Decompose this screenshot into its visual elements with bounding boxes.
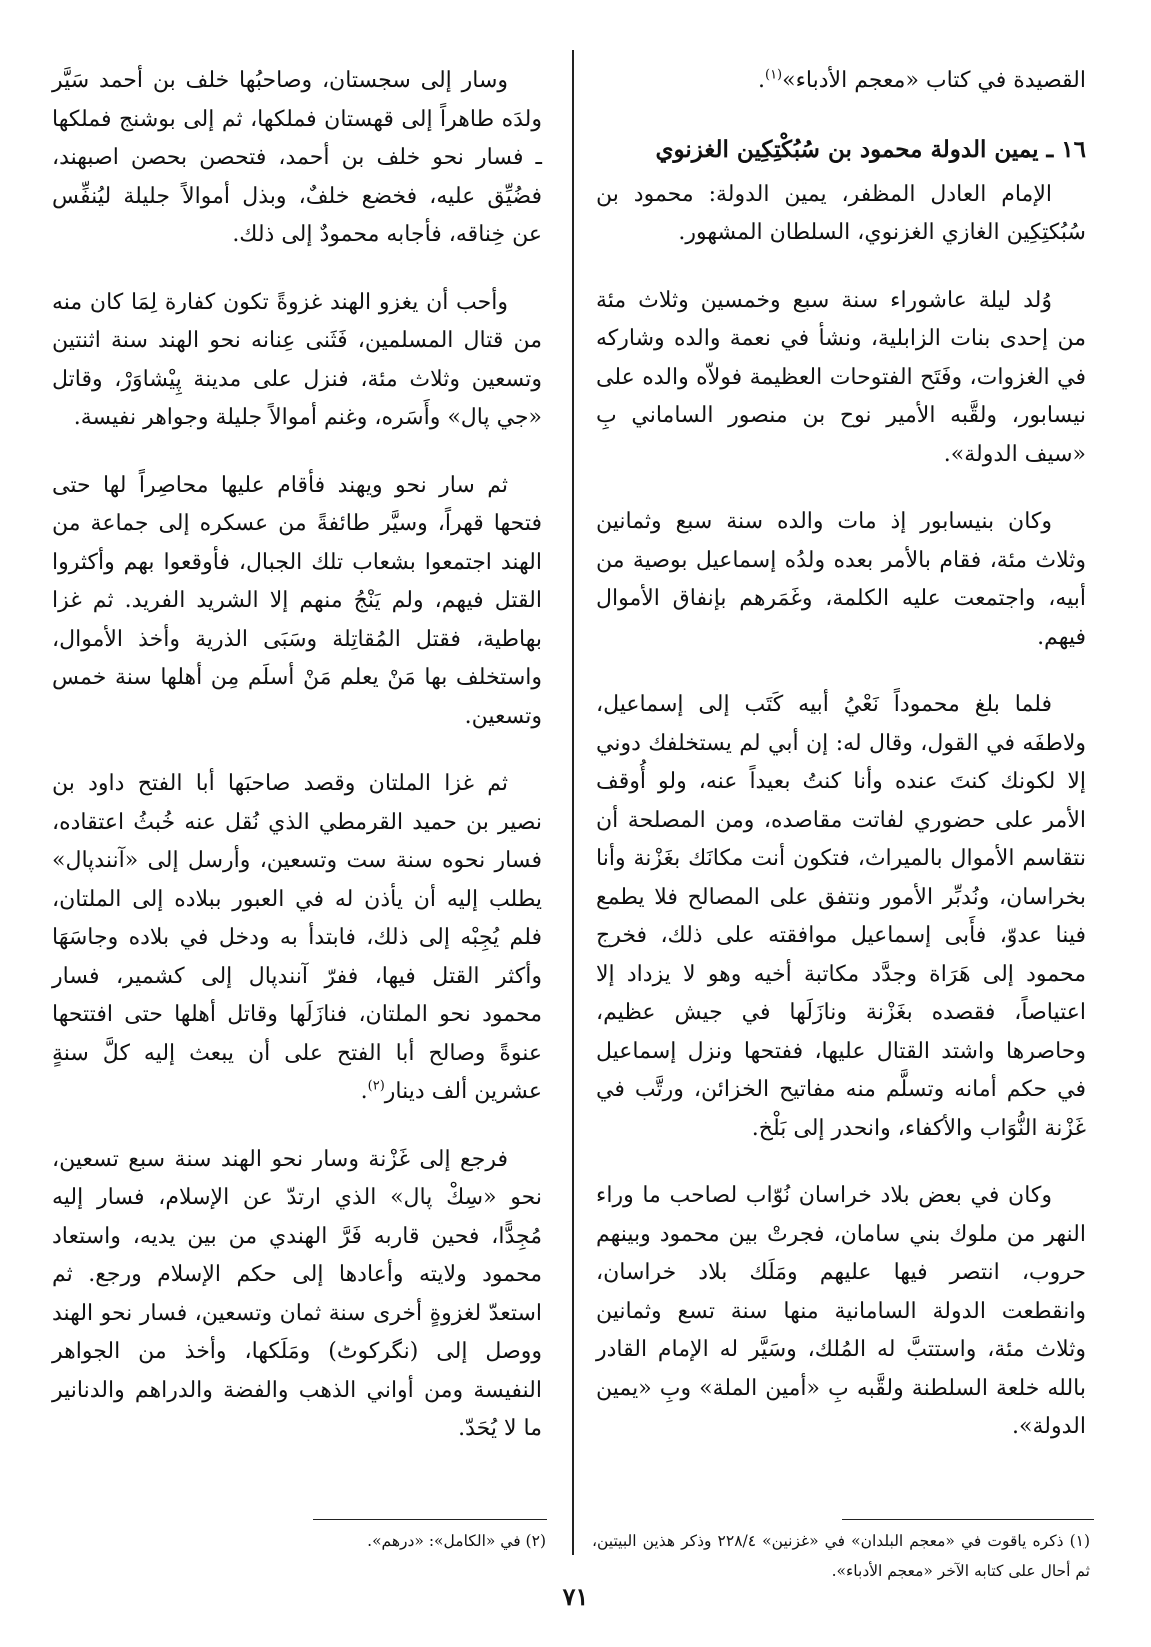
footnote-ref-1: (١) [764, 67, 783, 83]
left-column [52, 62, 542, 1478]
column-divider [572, 50, 574, 1555]
left-paragraph-4-text: ثم غزا الملتان وقصد صاحبَها أبا الفتح داود بن نصير بن حميد القرمطي الذي نُقل عنه خُبثُ اعتقاده، فسار نحوه سنة ست وتسعين، وأرسل إلى «آنندپال» يطلب إليه أن يأذن له في العبور ببلاده إلى الملتان، فلم يُجِبْه إلى ذلك، فابتدأ به ودخل في بلاده وجاسَهَا وأكثر القتل فيها، ففرّ آنندپال إلى كشمير، فسار محمود نحو الملتان، فنازَلَها وقاتل أهلها حتى افتتحها عنوةً وصالح أبا الفتح على أن يبعث إليه كلَّ سنةٍ عشرين ألف دينار [52, 771, 542, 1104]
left-paragraph-4 [52, 765, 542, 1112]
intro-end: . [757, 68, 765, 93]
intro-text: القصيدة في كتاب «معجم الأدباء» [782, 68, 1086, 93]
left-paragraph-3: ثم سار نحو ويهند فأقام عليها محاصِراً لها حتى فتحها قهراً، وسيَّر طائفةً من عسكره إلى جماعة من الهند اجتمعوا بشعاب تلك الجبال، فأوقعوا بهم وأكثروا القتل فيهم، ولم يَنْجُ منهم إلا الشريد الفريد. ثم غزا بهاطية، فقتل المُقاتِلة وسَبَى الذرية وأخذ الأموال، واستخلف بها مَنْ يعلم مَنْ أسلَم مِن أهلها سنة خمس وتسعين. [52, 472, 542, 729]
right-footnote-rule [842, 1519, 1094, 1520]
left-footnote [52, 1526, 546, 1556]
right-paragraph-5: وكان في بعض بلاد خراسان نُوّاب لصاحب ما وراء النهر من ملوك بني سامان، فجرتْ بين محمود وبينهم حروب، انتصر فيها عليهم ومَلَك بلاد خراسان، وانقطعت الدولة السامانية منها سنة تسع وثمانين وثلاث مئة، واستتبَّ له المُلك، وسَيَّر له الإمام القادر بالله خلعة السلطنة ولقَّبه بِ «أمين الملة» وبِ «يمين الدولة». [596, 1183, 1086, 1439]
right-footnote-text: (١) ذكره ياقوت في «معجم البلدان» في «غزنين» ٢٢٨/٤ وذكر هذين البيتين، ثم أحال على كتابه الآخر «معجم الأدباء». [592, 1532, 1091, 1580]
right-paragraph-3: وكان بنيسابور إذ مات والده سنة سبع وثمانين وثلاث مئة، فقام بالأمر بعده ولدُه إسماعيل بوصية من أبيه، واجتمعت عليه الكلمة، وغَمَرهم بإنفاق الأموال فيهم. [596, 509, 1086, 650]
page-number: ٧١ [562, 1582, 589, 1611]
left-footnote-rule [313, 1519, 547, 1520]
left-paragraph-1: وسار إلى سجستان، وصاحبُها خلف بن أحمد سَيَّر ولدَه طاهراً إلى قهستان فملكها، ثم إلى بوشنج فملكها ـ فسار نحو خلف بن أحمد، فتحصن بحصن اصبهند، فضُيِّق عليه، فخضع خلفٌ، وبذل أموالاً جليلة ليُنفِّس عن خِناقه، فأجابه محمودٌ إلى ذلك. [52, 68, 542, 247]
footnote-ref-2: (٢) [367, 1078, 385, 1094]
left-paragraph-5: فرجع إلى غَزْنة وسار نحو الهند سنة سبع تسعين، نحو «سِكْ پال» الذي ارتدّ عن الإسلام، فسار إليه مُجِدًّا، فحين قاربه فَرَّ الهندي من بين يديه، واستعاد محمود ولايته وأعادها إلى حكم الإسلام ورجع. ثم استعدّ لغزوةٍ أخرى سنة ثمان وتسعين، فسار نحو الهند ووصل إلى (نگركوٹ) ومَلَكها، وأخذ من الجواهر النفيسة ومن أواني الذهب والفضة والدراهم والدنانير ما لا يُحَدّ. [52, 1146, 542, 1441]
right-column [596, 62, 1086, 1476]
section-heading: ١٦ ـ يمين الدولة محمود بن سُبُكْتِكِين الغزنوي [655, 135, 1086, 163]
right-paragraph-4: فلما بلغ محموداً نَعْيُ أبيه كَتَب إلى إسماعيل، ولاطفَه في القول، وقال له: إن أبي لم يستخلفك دوني إلا لكونك كنتَ عنده وأنا كنتُ بعيداً عنه، ولو أُوقف الأمر على حضوري لفاتت مقاصده، ومن المصلحة أن نتقاسم الأموال بالميراث، فتكون أنت مكانَك بغَزْنة وأنا بخراسان، ونُدبِّر الأمور ونتفق على المصالح فلا يطمع فينا عدوّ، فأَبى إسماعيل موافقته على ذلك، فخرج محمود إلى هَرَاة وجدَّد مكاتبة أخيه وهو لا يزداد إلا اعتياصاً، فقصده بغَزْنة ونازَلَها في جيش عظيم، وحاصرها واشتد القتال عليها، ففتحها ونزل إسماعيل في حكم أمانه وتسلَّم منه مفاتيح الخزائن، ورتَّب في غَزْنة النُّوَاب والأكفاء، وانحدر إلى بَلْخ. [596, 692, 1086, 1141]
right-footnote [592, 1526, 1090, 1586]
left-paragraph-4-end: . [360, 1079, 368, 1104]
left-footnote-text: (٢) في «الكامل»: «درهم». [367, 1532, 546, 1550]
left-paragraph-2: وأحب أن يغزو الهند غزوةً تكون كفارة لِمَا كان منه من قتال المسلمين، فَثَنى عِنانه نحو الهند سنة اثنتين وتسعين وثلاث مئة، فنزل على مدينة پِيْشاوَرْ، وقاتل «جي پال» وأَسَره، وغنم أموالاً جليلة وجواهر نفيسة. [52, 289, 542, 430]
right-paragraph-2: وُلد ليلة عاشوراء سنة سبع وخمسين وثلاث مئة من إحدى بنات الزابلية، ونشأ في نعمة والده وشاركه في الغزوات، وفَتَح الفتوحات العظيمة فولاّه والده على نيسابور، ولقَّبه الأمير نوح بن منصور الساماني بِ «سيف الدولة». [596, 287, 1087, 467]
right-paragraph-1: الإمام العادل المظفر، يمين الدولة: محمود بن سُبُكتِكِين الغازي الغزنوي، السلطان المشهور. [596, 181, 1086, 245]
intro-paragraph [596, 62, 1086, 101]
